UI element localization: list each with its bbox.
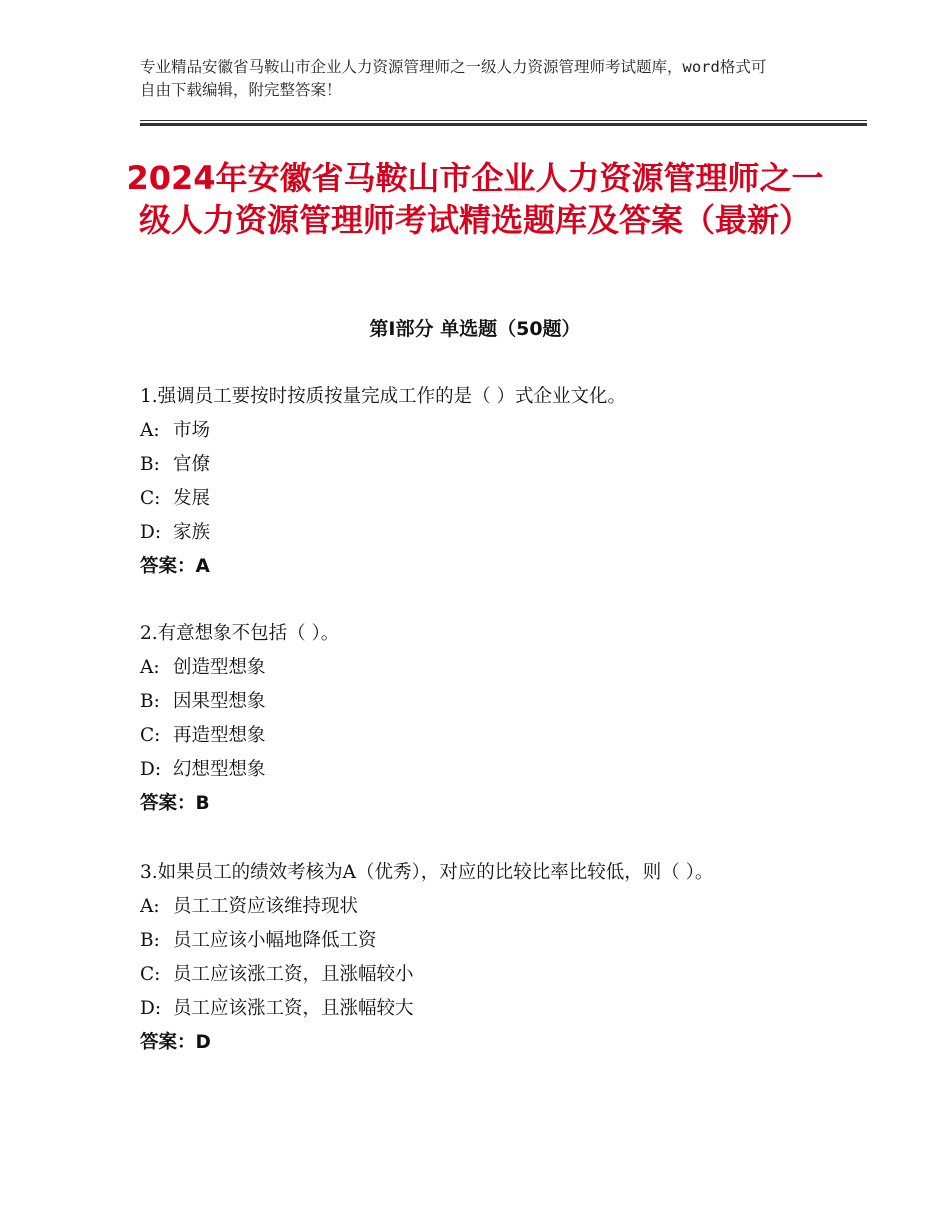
option-c xyxy=(140,721,800,751)
question-stem: 3.如果员工的绩效考核为A（优秀），对应的比较比率比较低，则（ ）。 xyxy=(140,862,714,883)
option-text: 家族 xyxy=(173,522,211,543)
question-1 xyxy=(140,382,800,582)
option-a xyxy=(140,892,800,922)
option-text: 发展 xyxy=(173,488,211,509)
option-text: 员工应该涨工资，且涨幅较大 xyxy=(173,998,414,1019)
option-b xyxy=(140,926,800,956)
option-d xyxy=(140,518,800,548)
question-stem: 2.有意想象不包括（ ）。 xyxy=(140,623,340,644)
answer: 答案：B xyxy=(140,793,210,814)
option-b xyxy=(140,450,800,480)
option-letter: C: xyxy=(140,725,161,746)
option-letter: A: xyxy=(140,657,160,678)
header-divider-thin xyxy=(140,120,867,121)
option-letter: D: xyxy=(140,998,162,1019)
option-letter: D: xyxy=(140,759,162,780)
option-text: 幻想型想象 xyxy=(173,759,266,780)
option-d xyxy=(140,755,800,785)
option-text: 创造型想象 xyxy=(173,657,266,678)
option-text: 再造型想象 xyxy=(173,725,266,746)
document-title: 2024年安徽省马鞍山市企业人力资源管理师之一级人力资源管理师考试精选题库及答案（最新） xyxy=(126,159,824,239)
option-text: 员工工资应该维持现状 xyxy=(173,896,359,917)
option-d xyxy=(140,994,800,1024)
option-text: 员工应该涨工资，且涨幅较小 xyxy=(173,964,414,985)
header-note: 专业精品安徽省马鞍山市企业人力资源管理师之一级人力资源管理师考试题库，word格式可自由下载编辑，附完整答案！ xyxy=(140,58,767,99)
section-heading: 第Ⅰ部分 单选题（50题） xyxy=(369,318,581,340)
question-3 xyxy=(140,858,800,1058)
option-a xyxy=(140,653,800,683)
option-b xyxy=(140,687,800,717)
option-letter: B: xyxy=(140,930,160,951)
answer: 答案：A xyxy=(140,556,210,577)
answer: 答案：D xyxy=(140,1032,211,1053)
option-c xyxy=(140,960,800,990)
option-c xyxy=(140,484,800,514)
option-text: 员工应该小幅地降低工资 xyxy=(173,930,377,951)
option-a xyxy=(140,416,800,446)
option-letter: C: xyxy=(140,964,161,985)
option-text: 市场 xyxy=(173,420,211,441)
option-letter: B: xyxy=(140,691,160,712)
option-letter: A: xyxy=(140,896,160,917)
option-letter: D: xyxy=(140,522,162,543)
question-2 xyxy=(140,619,800,819)
question-stem: 1.强调员工要按时按质按量完成工作的是（ ）式企业文化。 xyxy=(140,386,627,407)
header-divider-thick xyxy=(140,123,867,126)
option-letter: B: xyxy=(140,454,160,475)
option-letter: C: xyxy=(140,488,161,509)
option-letter: A: xyxy=(140,420,160,441)
option-text: 因果型想象 xyxy=(173,691,266,712)
option-text: 官僚 xyxy=(173,454,211,475)
